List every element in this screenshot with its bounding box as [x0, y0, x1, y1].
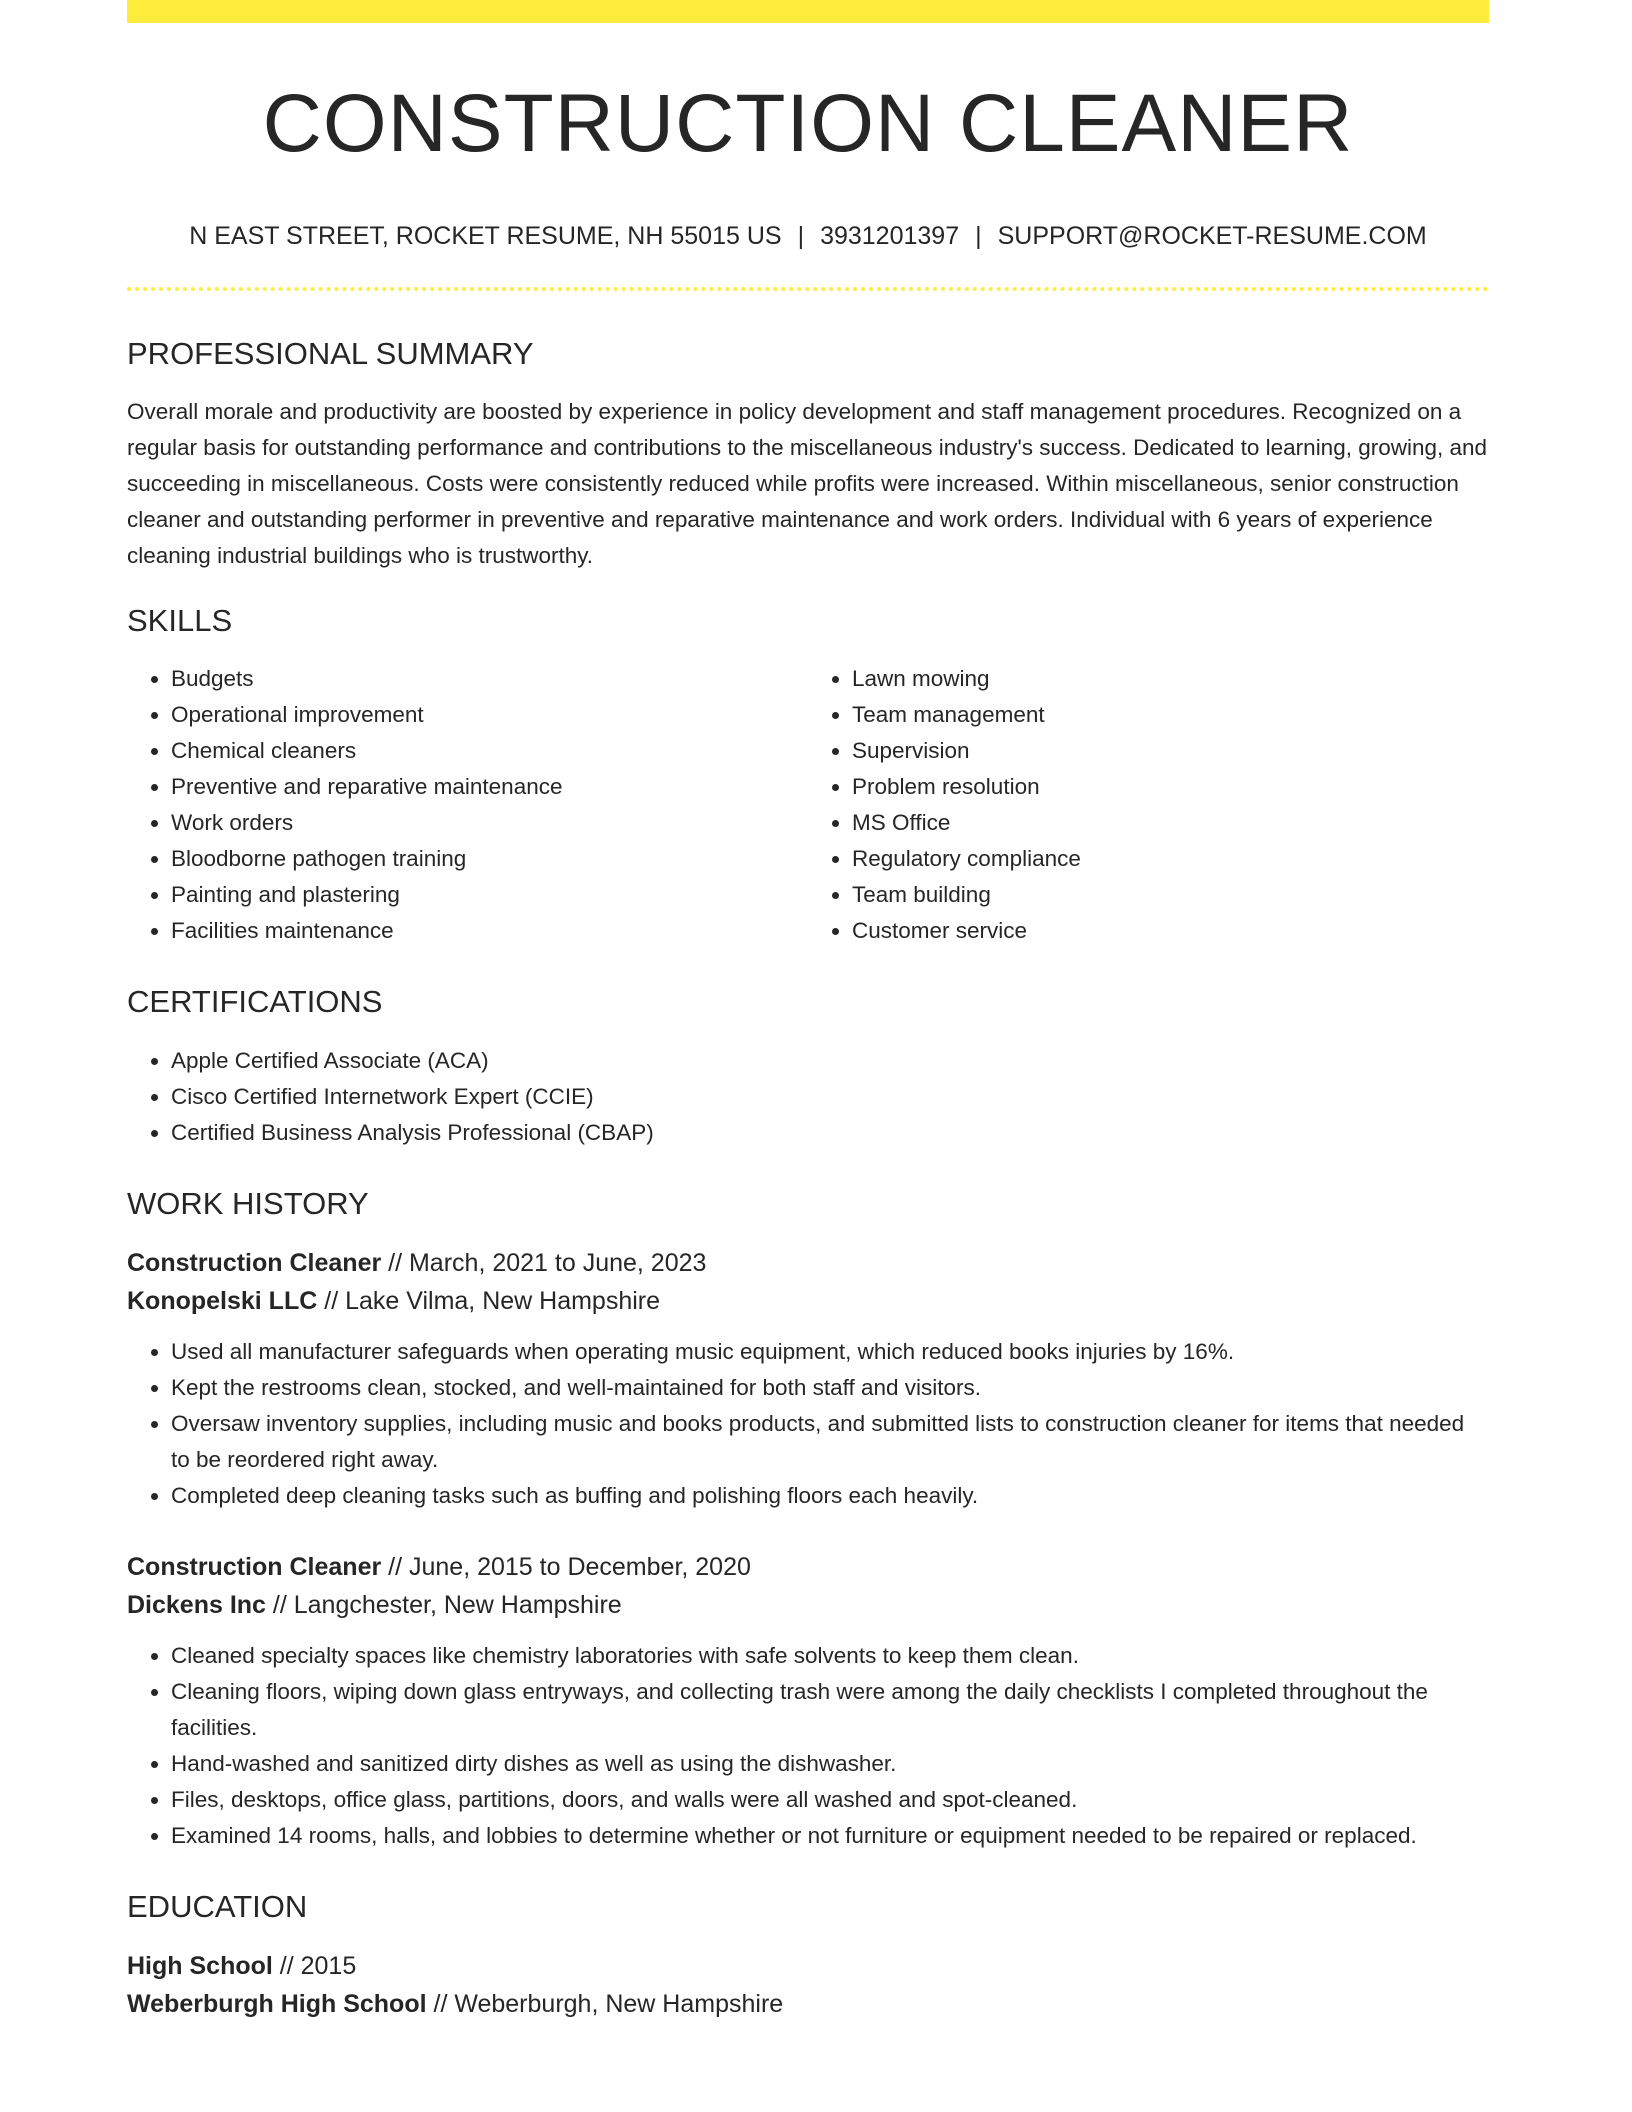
- education-year: // 2015: [272, 1951, 357, 1980]
- job-bullet: • Oversaw inventory supplies, including music and books products, and submitted lists to construction cleaner for items that needed to be reordered right away.: [171, 1406, 1489, 1478]
- skill-item: • MS Office: [852, 805, 1489, 841]
- job-company: Konopelski LLC: [127, 1286, 318, 1315]
- job-entry: [127, 1548, 1489, 1854]
- skill-item: • Lawn mowing: [852, 661, 1489, 697]
- summary-heading: PROFESSIONAL SUMMARY: [127, 336, 534, 371]
- education-location: // Weberburgh, New Hampshire: [426, 1989, 784, 2018]
- email: SUPPORT@ROCKET-RESUME.COM: [997, 222, 1427, 250]
- certification-item: • Certified Business Analysis Professional (CBAP): [171, 1115, 1489, 1151]
- skill-item: • Work orders: [171, 805, 808, 841]
- accent-bar: [127, 0, 1489, 23]
- job-dates: // March, 2021 to June, 2023: [381, 1248, 707, 1277]
- skill-item: • Preventive and reparative maintenance: [171, 769, 808, 805]
- contact-line: [127, 221, 1489, 251]
- job-bullet: • Files, desktops, office glass, partitions, doors, and walls were all washed and spot-cleaned.: [171, 1782, 1489, 1818]
- resume-name: CONSTRUCTION CLEANER: [262, 78, 1354, 169]
- job-bullet: • Cleaned specialty spaces like chemistry laboratories with safe solvents to keep them clean.: [171, 1638, 1489, 1674]
- skill-item: • Customer service: [852, 913, 1489, 949]
- job-location: // Lake Vilma, New Hampshire: [317, 1286, 661, 1315]
- education-heading: EDUCATION: [127, 1888, 308, 1924]
- resume-page: [127, 0, 1489, 2023]
- certification-item: • Apple Certified Associate (ACA): [171, 1043, 1489, 1079]
- skill-item: • Supervision: [852, 733, 1489, 769]
- address: N EAST STREET, ROCKET RESUME, NH 55015 US: [189, 222, 782, 250]
- job-bullet: • Used all manufacturer safeguards when operating music equipment, which reduced books injuries by 16%.: [171, 1334, 1489, 1370]
- skill-item: • Operational improvement: [171, 697, 808, 733]
- skill-item: • Regulatory compliance: [852, 841, 1489, 877]
- skill-item: • Chemical cleaners: [171, 733, 808, 769]
- separator: |: [975, 222, 982, 250]
- job-bullets: [127, 1334, 1489, 1514]
- certifications-list: [127, 1043, 1489, 1151]
- job-dates: // June, 2015 to December, 2020: [381, 1552, 751, 1581]
- job-bullet: • Hand-washed and sanitized dirty dishes as well as using the dishwasher.: [171, 1746, 1489, 1782]
- education-school-line: [127, 1985, 1489, 2023]
- job-bullets: [127, 1638, 1489, 1854]
- summary-text: Overall morale and productivity are boosted by experience in policy development and staff management procedures. Recognized on a regular basis for outstanding performance and contributions to the miscellaneous industry's success. Dedicated to learning, growing, and succeeding in miscellaneous. Costs were consistently reduced while profits were increased. Within miscellaneous, senior construction cleaner and outstanding performer in preventive and reparative maintenance and work orders. Individual with 6 years of experience cleaning industrial buildings who is trustworthy.: [127, 399, 1488, 569]
- skill-item: • Facilities maintenance: [171, 913, 808, 949]
- job-location: // Langchester, New Hampshire: [265, 1590, 622, 1619]
- skills-heading: SKILLS: [127, 603, 233, 639]
- job-company: Dickens Inc: [127, 1590, 266, 1619]
- education-degree-line: [127, 1947, 1489, 1985]
- job-bullet: • Examined 14 rooms, halls, and lobbies to determine whether or not furniture or equipment needed to be repaired or replaced.: [171, 1818, 1489, 1854]
- job-bullet: • Kept the restrooms clean, stocked, and well-maintained for both staff and visitors.: [171, 1370, 1489, 1406]
- skills-left-list: [127, 661, 808, 949]
- skill-item: • Team management: [852, 697, 1489, 733]
- separator: |: [797, 222, 805, 250]
- skill-item: • Painting and plastering: [171, 877, 808, 913]
- job-title: Construction Cleaner: [127, 1248, 382, 1277]
- skills-columns: [127, 661, 1489, 949]
- certifications-heading: CERTIFICATIONS: [127, 984, 383, 1020]
- skill-item: • Problem resolution: [852, 769, 1489, 805]
- education-degree: High School: [127, 1951, 273, 1980]
- certification-item: • Cisco Certified Internetwork Expert (CCIE): [171, 1079, 1489, 1115]
- dotted-divider: [127, 287, 1489, 291]
- job-bullet: • Cleaning floors, wiping down glass entryways, and collecting trash were among the daily checklists I completed throughout the facilities.: [171, 1674, 1489, 1746]
- phone: 3931201397: [820, 222, 960, 250]
- job-title-line: [127, 1548, 1489, 1586]
- education-school: Weberburgh High School: [127, 1989, 427, 2018]
- skill-item: • Bloodborne pathogen training: [171, 841, 808, 877]
- job-entry: [127, 1244, 1489, 1514]
- skill-item: • Team building: [852, 877, 1489, 913]
- job-company-line: [127, 1282, 1489, 1320]
- skill-item: • Budgets: [171, 661, 808, 697]
- job-title: Construction Cleaner: [127, 1552, 382, 1581]
- job-bullet: • Completed deep cleaning tasks such as buffing and polishing floors each heavily.: [171, 1478, 1489, 1514]
- job-title-line: [127, 1244, 1489, 1282]
- work-history-heading: WORK HISTORY: [127, 1185, 369, 1221]
- job-company-line: [127, 1586, 1489, 1624]
- skills-right-list: [808, 661, 1489, 949]
